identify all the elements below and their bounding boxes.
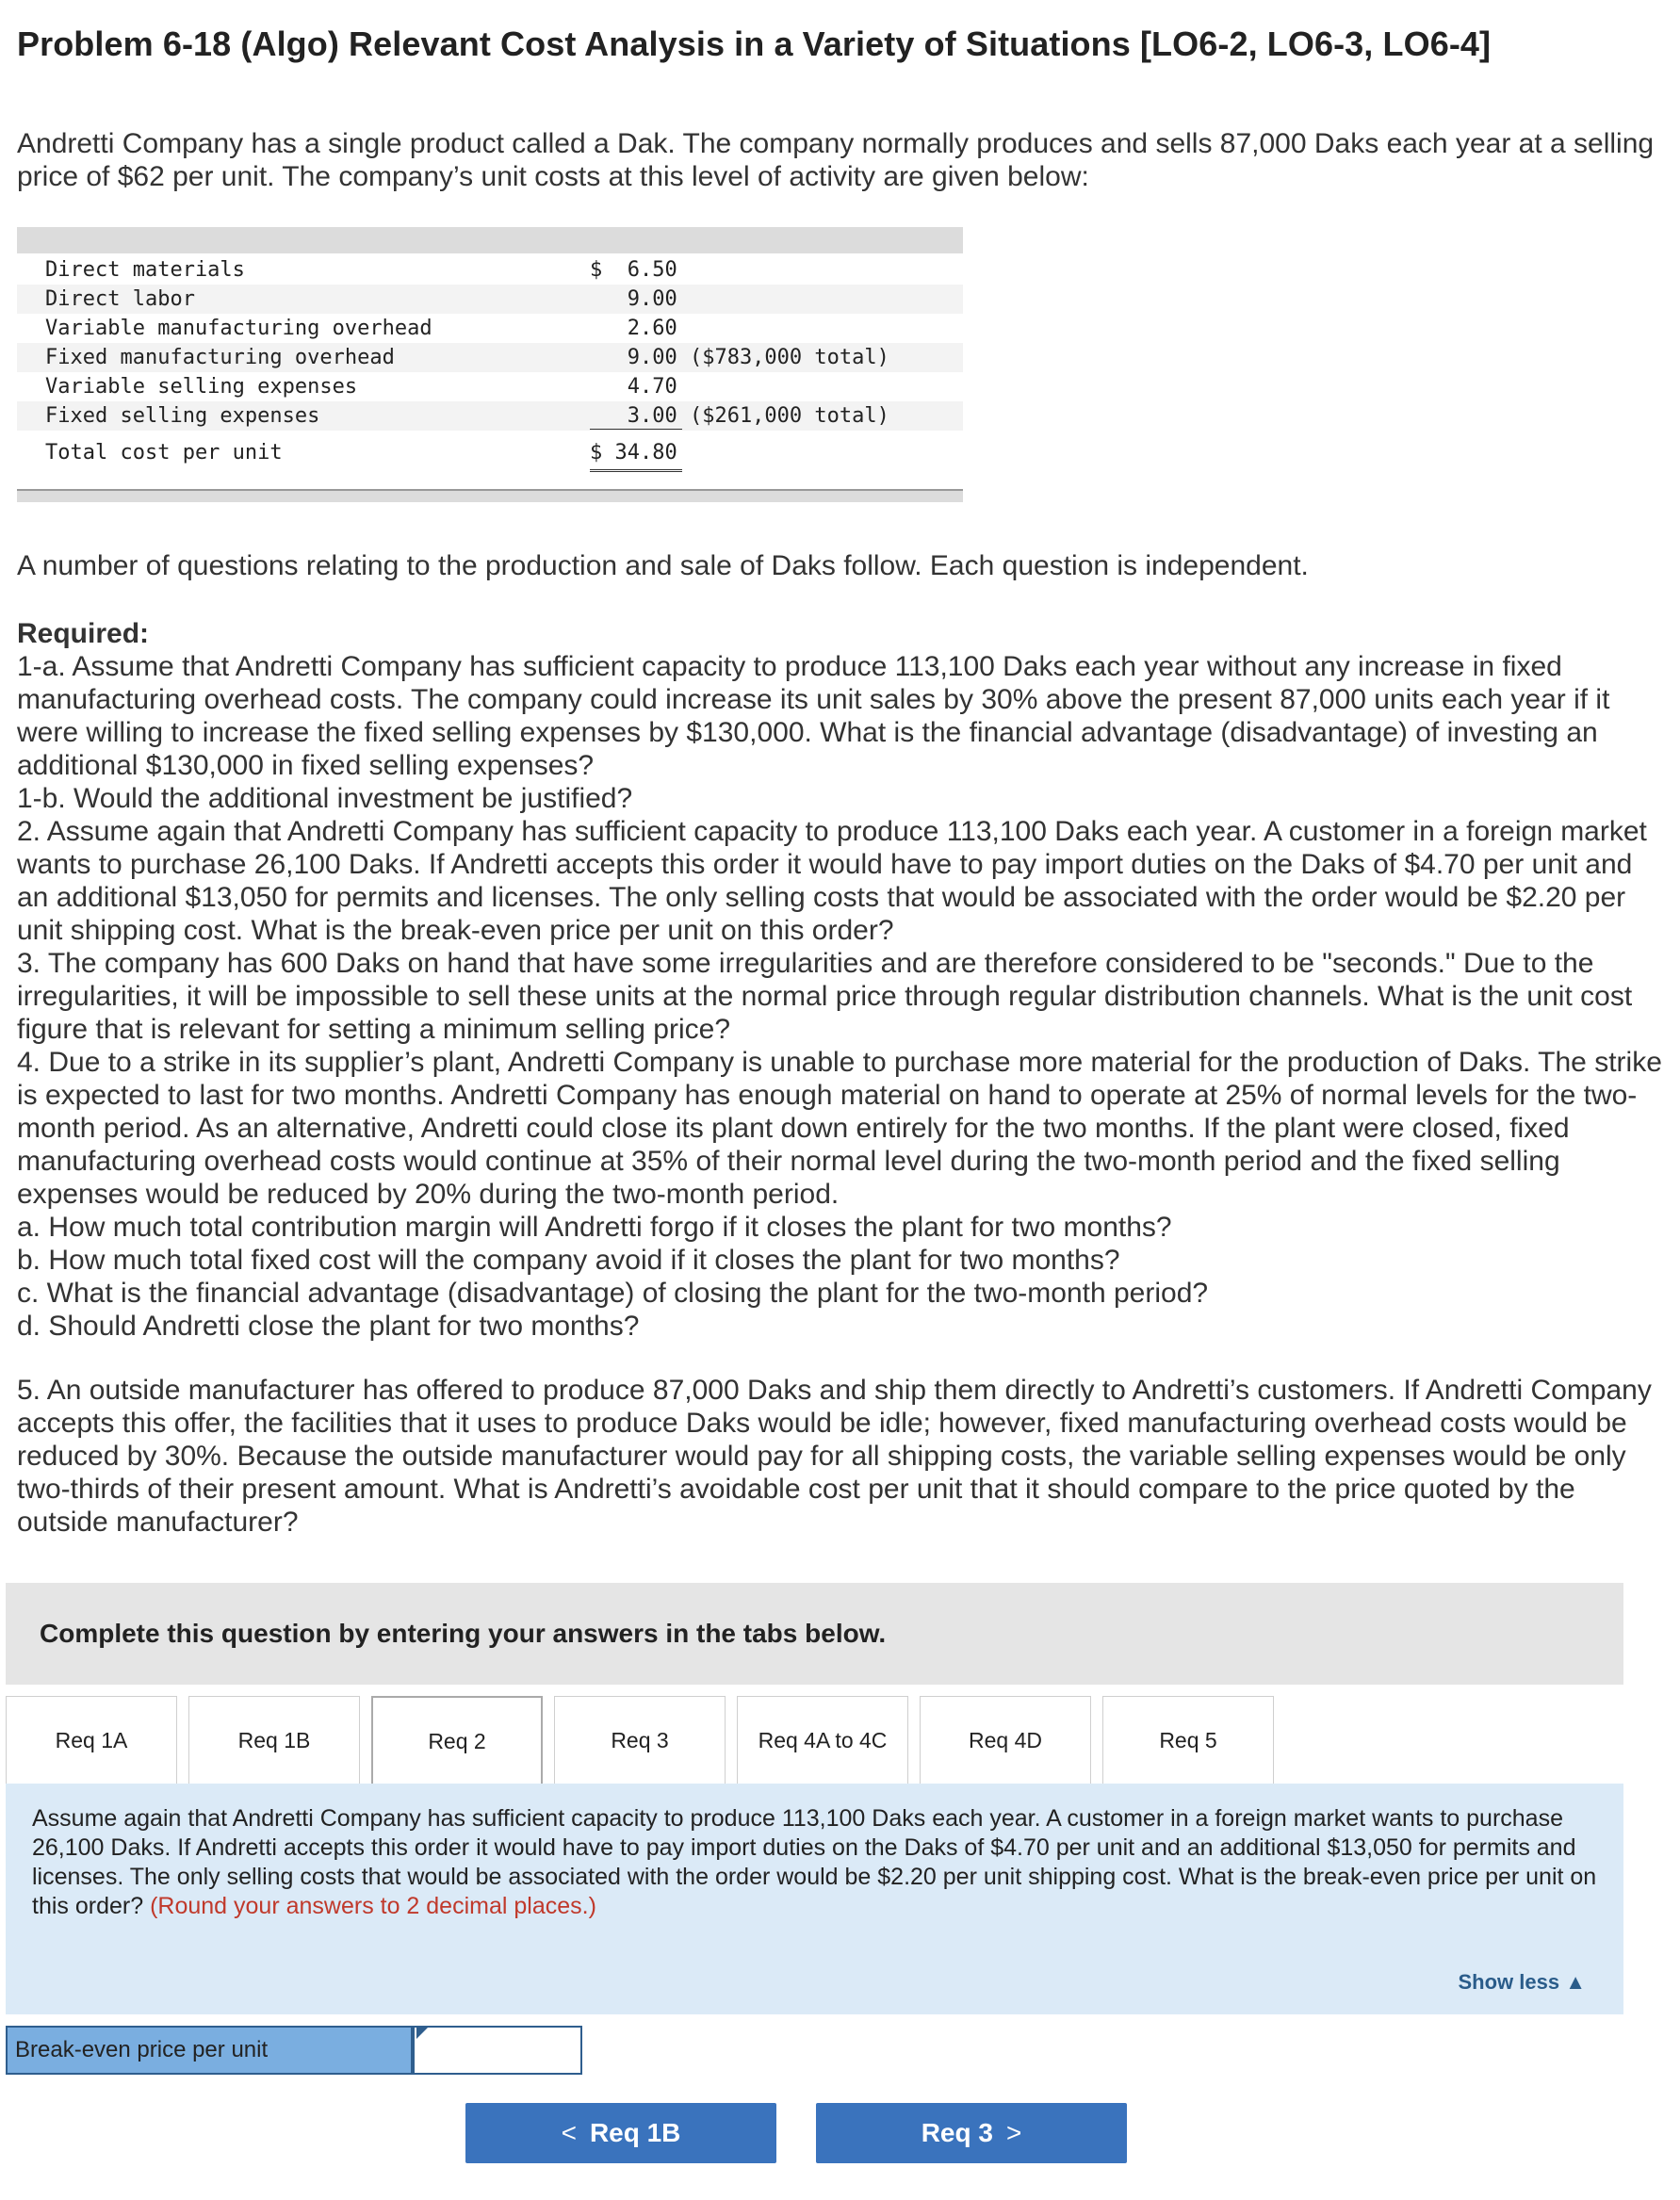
cost-row-variable-mfg-overhead	[17, 314, 963, 343]
req-4b-text: b. How much total fixed cost will the company avoid if it closes the plant for two months?	[17, 1245, 1120, 1276]
req-4-text: 4. Due to a strike in its supplier’s plant, Andretti Company is unable to purchase more material for the production of Daks. The strike is expected to last for two months. Andretti Company has enough material on hand to operate at 25% of normal levels for the two-month period. As an alternative, Andretti could close its plant down entirely for the two months. If the plant were closed, fixed manufacturing overhead costs would continue at 35% of their normal level during the two-month period and the fixed selling expenses would be reduced by 20% during the two-month period.	[17, 1047, 1662, 1210]
question-instruction: Complete this question by entering your answers in the tabs below.	[40, 1619, 887, 1648]
chevron-right-icon: >	[1005, 2118, 1022, 2147]
input-corner-marker-icon	[416, 2028, 428, 2039]
intro-paragraph: Andretti Company has a single product called a Dak. The company normally produces and sells 87,000 Daks each year at a selling price of $62 per unit. The company’s unit costs at this level of activity are given below:	[17, 128, 1655, 192]
chevron-left-icon: <	[561, 2118, 577, 2147]
previous-req-label: Req 1B	[589, 2118, 681, 2147]
total-label: Total cost per unit	[45, 441, 283, 464]
total-amount: $ 34.80	[590, 441, 677, 464]
cost-row-direct-materials	[17, 255, 963, 285]
tab-req-3[interactable]: Req 3	[554, 1696, 726, 1784]
cost-amount: 4.70	[590, 375, 677, 399]
cost-label: Direct materials	[45, 258, 245, 282]
cost-amount: 9.00 ($783,000 total)	[590, 346, 889, 369]
req-1a-text: 1-a. Assume that Andretti Company has sufficient capacity to produce 113,100 Daks each year without any increase in fixed manufacturing overhead costs. The company could increase its unit sales by 30% above the present 87,000 units each year if it were willing to increase the fixed selling expenses by $130,000. What is the financial advantage (disadvantage) of investing an additional $130,000 in fixed selling expenses?	[17, 651, 1610, 781]
requirement-tabs	[6, 1696, 1623, 1785]
independent-questions-note: A number of questions relating to the production and sale of Daks follow. Each question is independent.	[17, 550, 1309, 581]
cost-row-total	[17, 438, 963, 467]
required-section	[17, 617, 1666, 1343]
cost-amount: 3.00 ($261,000 total)	[590, 404, 889, 428]
table-bottom-bar	[17, 489, 963, 502]
cost-amount: 9.00	[590, 287, 677, 311]
total-double-rule	[590, 469, 682, 472]
break-even-price-input[interactable]	[413, 2026, 582, 2075]
break-even-price-label: Break-even price per unit	[6, 2026, 413, 2075]
cost-label: Variable selling expenses	[45, 375, 358, 399]
cost-label: Fixed manufacturing overhead	[45, 346, 395, 369]
req-4c-text: c. What is the financial advantage (disadvantage) of closing the plant for the two-month period?	[17, 1278, 1209, 1309]
cost-label: Fixed selling expenses	[45, 404, 320, 428]
tab-req-4a-to-4c[interactable]: Req 4A to 4C	[737, 1696, 908, 1784]
subtotal-rule	[590, 429, 682, 430]
next-req-button[interactable]	[816, 2103, 1127, 2163]
req-1b-text: 1-b. Would the additional investment be justified?	[17, 783, 633, 814]
req-3-text: 3. The company has 600 Daks on hand that have some irregularities and are therefore considered to be "seconds." Due to the irregularities, it will be impossible to sell these units at the normal price through regular distribution channels. What is the unit cost figure that is relevant for setting a minimum selling price?	[17, 948, 1633, 1045]
show-less-label: Show less	[1458, 1970, 1560, 1994]
triangle-up-icon: ▲	[1565, 1970, 1586, 1994]
req-4d-text: d. Should Andretti close the plant for two months?	[17, 1311, 640, 1342]
cost-label: Direct labor	[45, 287, 195, 311]
tab-req-2[interactable]: Req 2	[371, 1696, 543, 1785]
unit-cost-table	[17, 227, 963, 500]
question-box-header	[6, 1583, 1623, 1685]
rounding-note: (Round your answers to 2 decimal places.)	[150, 1893, 596, 1919]
table-top-bar	[17, 227, 963, 253]
show-less-link[interactable]	[1459, 1970, 1587, 1995]
cost-row-fixed-mfg-overhead	[17, 343, 963, 372]
req-5-text: 5. An outside manufacturer has offered to produce 87,000 Daks and ship them directly to Andretti’s customers. If Andretti Company accepts this offer, the facilities that it uses to produce Daks would be idle; however, fixed manufacturing overhead costs would be reduced by 30%. Because the outside manufacturer would pay for all shipping costs, the variable selling expenses would be only two-thirds of their present amount. What is Andretti’s avoidable cost per unit that it should compare to the price quoted by the outside manufacturer?	[17, 1375, 1652, 1538]
req-4a-text: a. How much total contribution margin will Andretti forgo if it closes the plant for two months?	[17, 1212, 1172, 1243]
req-2-panel	[6, 1784, 1623, 2014]
cost-label: Variable manufacturing overhead	[45, 317, 432, 340]
tab-req-5[interactable]: Req 5	[1102, 1696, 1274, 1784]
cost-row-fixed-selling	[17, 401, 963, 431]
cost-row-direct-labor	[17, 285, 963, 314]
cost-amount: 2.60	[590, 317, 677, 340]
required-heading: Required:	[17, 618, 150, 649]
previous-req-button[interactable]	[465, 2103, 776, 2163]
panel-question-text: Assume again that Andretti Company has sufficient capacity to produce 113,100 Daks each year. A customer in a foreign market wants to purchase 26,100 Daks. If Andretti accepts this order it would have to pay import duties on the Daks of $4.70 per unit and an additional $13,050 for permits and licenses. The only selling costs that would be associated with the order would be $2.20 per unit shipping cost. What is the break-even price per unit on this order?	[32, 1805, 1597, 1919]
page-title: Problem 6-18 (Algo) Relevant Cost Analysis in a Variety of Situations [LO6-2, LO6-3, LO6-4]	[17, 24, 1492, 63]
panel-question	[32, 1804, 1615, 1921]
cost-row-variable-selling	[17, 372, 963, 401]
cost-amount: $ 6.50	[590, 258, 677, 282]
next-req-label: Req 3	[921, 2118, 993, 2147]
tab-req-4d[interactable]: Req 4D	[920, 1696, 1091, 1784]
tab-req-1a[interactable]: Req 1A	[6, 1696, 177, 1784]
req-2-text: 2. Assume again that Andretti Company has sufficient capacity to produce 113,100 Daks each year. A customer in a foreign market wants to purchase 26,100 Daks. If Andretti accepts this order it would have to pay import duties on the Daks of $4.70 per unit and an additional $13,050 for permits and licenses. The only selling costs that would be associated with the order would be $2.20 per unit shipping cost. What is the break-even price per unit on this order?	[17, 816, 1647, 946]
tab-req-1b[interactable]: Req 1B	[188, 1696, 360, 1784]
